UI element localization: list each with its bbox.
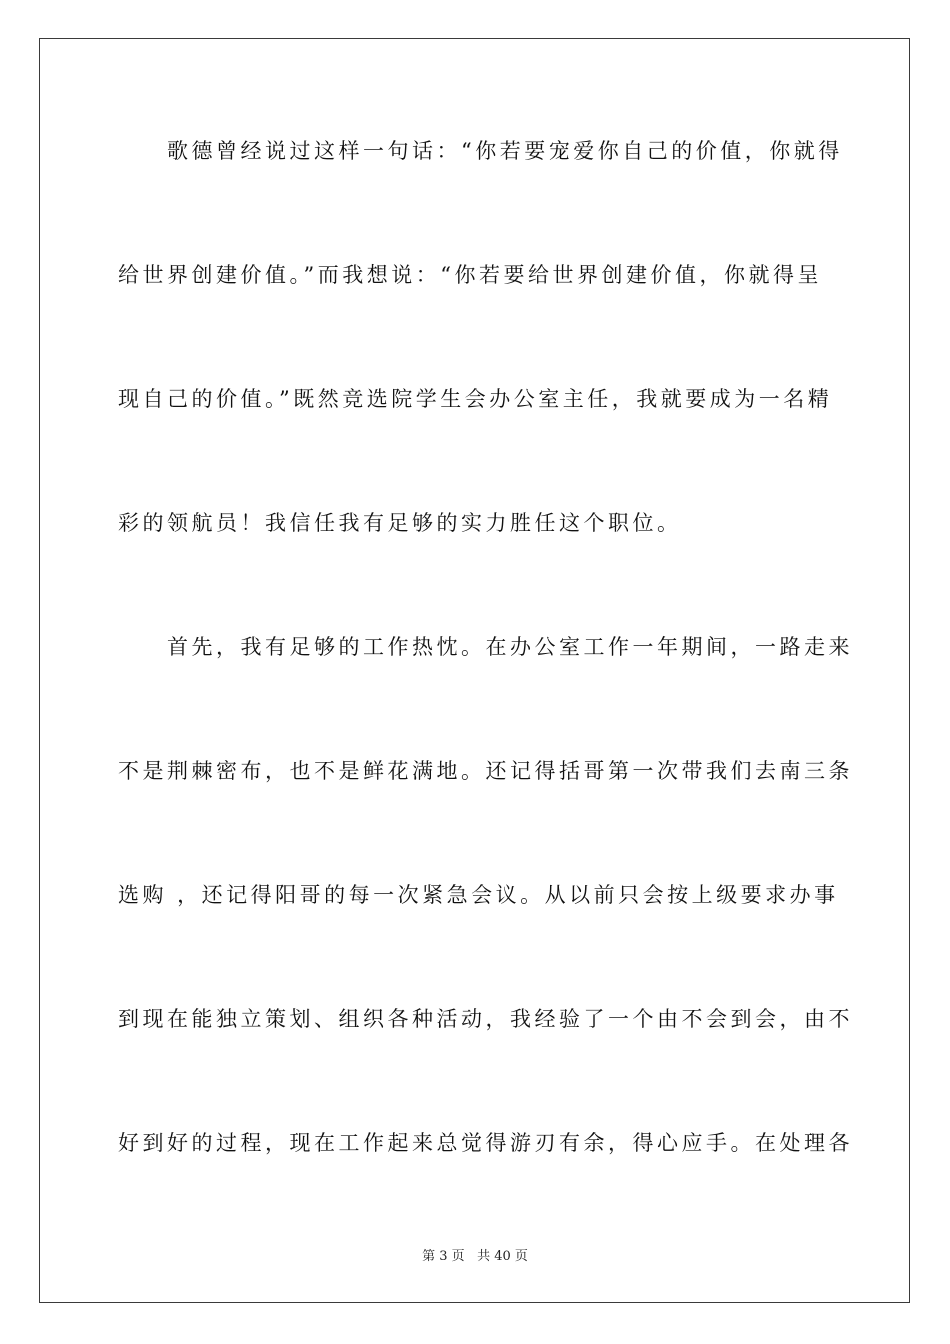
paragraph-line: 歌德曾经说过这样一句话：“你若要宠爱你自己的价值，你就得 — [118, 139, 843, 163]
paragraph-line: 彩的领航员！我信任我有足够的实力胜任这个职位。 — [118, 511, 682, 535]
paragraph-line: 首先，我有足够的工作热忱。在办公室工作一年期间，一路走来 — [118, 635, 853, 659]
page-number: 第 3 页 — [422, 1249, 465, 1264]
paragraph-line: 选购 ，还记得阳哥的每一次紧急会议。从以前只会按上级要求办事 — [118, 883, 839, 907]
paragraph-line: 现自己的价值。”既然竞选院学生会办公室主任，我就要成为一名精 — [118, 387, 833, 411]
page-border — [39, 38, 910, 1303]
paragraph-line: 不是荆棘密布，也不是鲜花满地。还记得括哥第一次带我们去南三条 — [118, 759, 853, 783]
paragraph-line: 好到好的过程，现在工作起来总觉得游刃有余，得心应手。在处理各 — [118, 1131, 853, 1155]
page-footer — [0, 1248, 950, 1266]
paragraph-line: 到现在能独立策划、组织各种活动，我经验了一个由不会到会，由不 — [118, 1007, 853, 1031]
paragraph-line: 给世界创建价值。”而我想说：“你若要给世界创建价值，你就得呈 — [118, 263, 822, 287]
page-total: 共 40 页 — [477, 1249, 528, 1264]
